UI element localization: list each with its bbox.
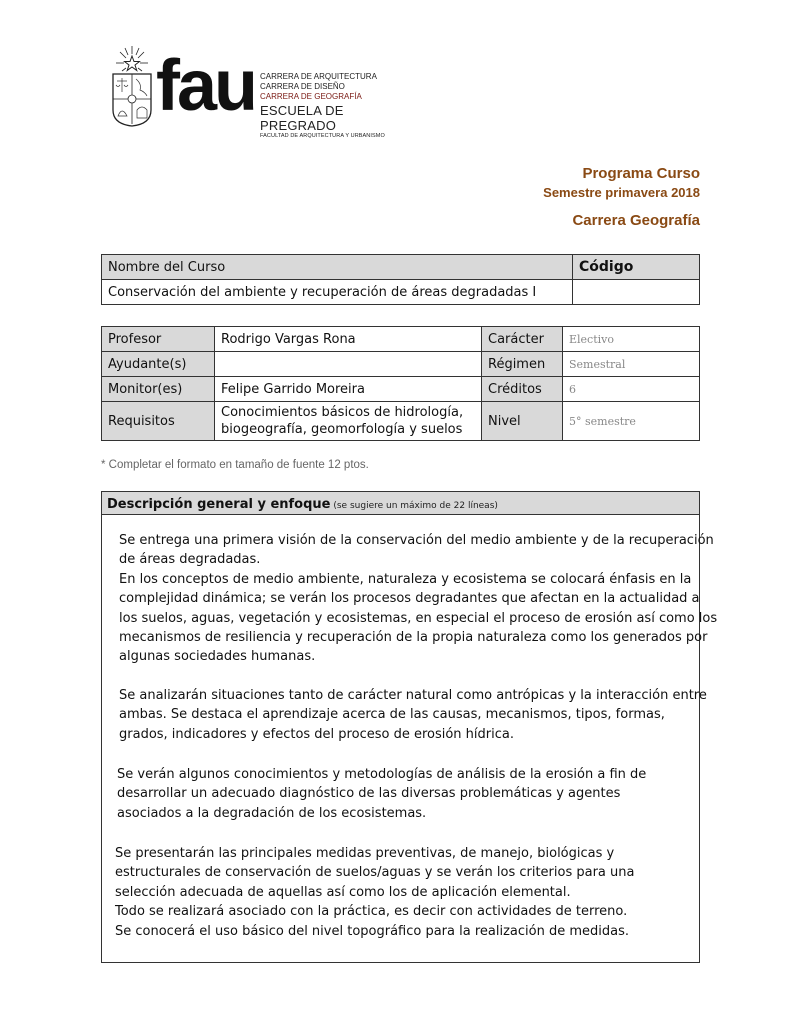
regime-value: Semestral — [563, 352, 700, 377]
logo-wordmark: fau — [156, 46, 255, 126]
character-label: Carácter — [482, 327, 563, 352]
logo-faculty: FACULTAD DE ARQUITECTURA Y URBANISMO — [260, 133, 385, 139]
paragraph-line: ambas. Se destaca el aprendizaje acerca de las causas, mecanismos, tipos, formas, — [119, 707, 665, 723]
level-label: Nivel — [482, 402, 563, 441]
description-paragraph — [117, 765, 707, 823]
course-name-header: Nombre del Curso — [102, 255, 573, 280]
level-value: 5° semestre — [563, 402, 700, 441]
credits-label: Créditos — [482, 377, 563, 402]
logo-text — [260, 72, 410, 140]
paragraph-line: Todo se realizará asociado con la práctica, es decir con actividades de terreno. — [115, 904, 628, 920]
paragraph-line: Se analizarán situaciones tanto de carácter natural como antrópicas y la interacción entre — [119, 688, 707, 703]
paragraph-line: En los conceptos de medio ambiente, naturaleza y ecosistema se colocará énfasis en la — [119, 571, 692, 587]
assistant-label: Ayudante(s) — [102, 352, 215, 377]
credits-value: 6 — [563, 377, 700, 402]
course-info-table — [101, 326, 700, 441]
paragraph-line: Se verán algunos conocimientos y metodologías de análisis de la erosión a fin de — [117, 767, 647, 782]
requirements-line: Conocimientos básicos de hidrología, — [221, 405, 464, 420]
professor-value: Rodrigo Vargas Rona — [215, 327, 482, 352]
program-heading — [543, 164, 700, 231]
program-title: Programa Curso — [582, 165, 700, 182]
description-paragraph — [115, 844, 705, 941]
paragraph-line: Se entrega una primera visión de la conservación del medio ambiente y de la recuperación — [119, 533, 714, 548]
description-body — [102, 516, 718, 962]
description-subtitle: (se sugiere un máximo de 22 líneas) — [330, 501, 498, 511]
table-row — [102, 352, 700, 377]
paragraph-line: grados, indicadores y efectos del proceso de erosión hídrica. — [119, 726, 514, 742]
paragraph-line: mecanismos de resiliencia y recuperación de la propia naturaleza como los generados por — [119, 630, 708, 646]
paragraph-line: Se presentarán las principales medidas preventivas, de manejo, biológicas y — [115, 846, 615, 861]
course-code-value — [573, 280, 700, 305]
professor-label: Profesor — [102, 327, 215, 352]
paragraph-line: algunas sociedades humanas. — [119, 649, 316, 665]
assistant-value — [215, 352, 482, 377]
paragraph-line: Se conocerá el uso básico del nivel topográfico para la realización de medidas. — [115, 923, 629, 939]
description-header — [102, 492, 699, 515]
course-code-header: Código — [573, 255, 700, 280]
fau-logo — [110, 44, 410, 139]
course-name-value: Conservación del ambiente y recuperación de áreas degradadas I — [102, 280, 573, 305]
paragraph-line: estructurales de conservación de suelos/aguas y se verán los criterios para una — [115, 865, 635, 881]
course-table-header-row — [102, 255, 700, 280]
logo-school: ESCUELA DE PREGRADO — [260, 103, 344, 133]
table-row — [102, 402, 700, 441]
character-value: Electivo — [563, 327, 700, 352]
career-label: Carrera Geografía — [572, 212, 700, 229]
table-row — [102, 377, 700, 402]
table-row — [102, 327, 700, 352]
requirements-line: biogeografía, geomorfología y suelos — [221, 422, 463, 437]
logo-line-arquitectura: CARRERA DE ARQUITECTURA — [260, 72, 377, 81]
monitor-label: Monitor(es) — [102, 377, 215, 402]
logo-line-geografia: CARRERA DE GEOGRAFÍA — [260, 92, 362, 101]
paragraph-line: asociados a la degradación de los ecosistemas. — [117, 805, 427, 821]
description-paragraph — [119, 531, 718, 667]
description-title: Descripción general y enfoque — [107, 497, 331, 512]
logo-line-diseno: CARRERA DE DISEÑO — [260, 82, 345, 91]
requirements-value — [215, 402, 482, 441]
font-size-note: * Completar el formato en tamaño de fuente 12 ptos. — [101, 459, 369, 471]
course-table-value-row — [102, 280, 700, 305]
description-paragraph — [119, 686, 709, 744]
requirements-label: Requisitos — [102, 402, 215, 441]
paragraph-line: complejidad dinámica; se verán los procesos degradantes que afectan en la actualidad a — [119, 591, 700, 607]
course-name-table — [101, 254, 700, 305]
monitor-value: Felipe Garrido Moreira — [215, 377, 482, 402]
regime-label: Régimen — [482, 352, 563, 377]
semester-label: Semestre primavera 2018 — [543, 185, 700, 200]
paragraph-line: desarrollar un adecuado diagnóstico de las diversas problemáticas y agentes — [117, 786, 621, 802]
paragraph-line: de áreas degradadas. — [119, 552, 261, 568]
paragraph-line: los suelos, aguas, vegetación y ecosistemas, en especial el proceso de erosión así como los — [119, 610, 718, 626]
description-box — [101, 491, 718, 963]
paragraph-line: selección adecuada de aquellas así como los de aplicación elemental. — [115, 884, 571, 900]
university-coat-of-arms-icon — [110, 44, 154, 128]
